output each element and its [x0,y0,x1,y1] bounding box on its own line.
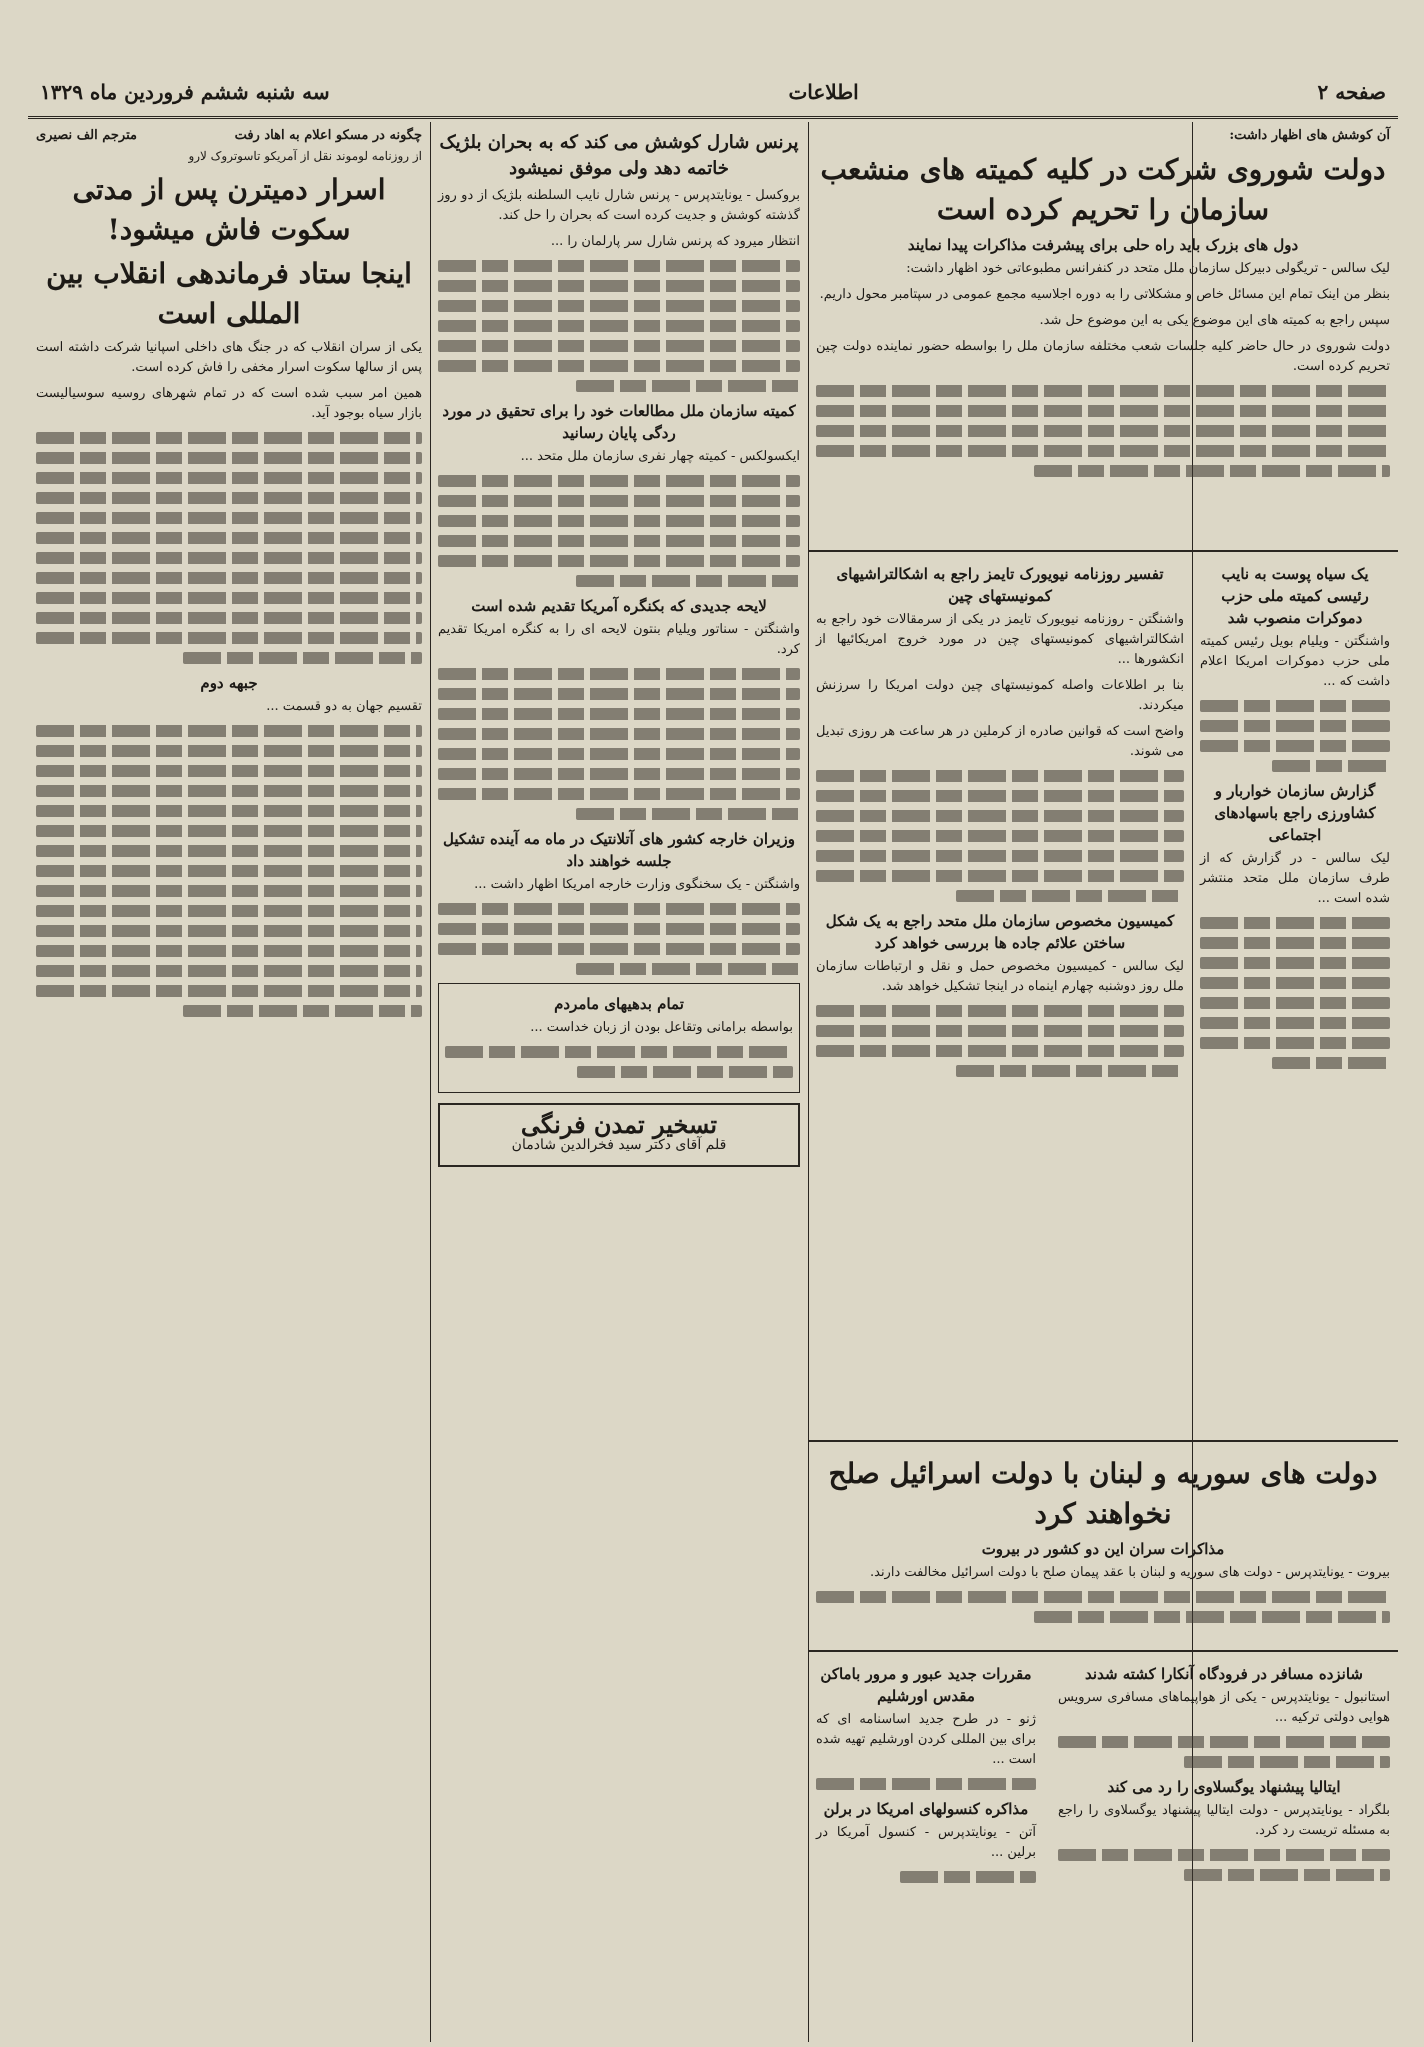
kicker: آن کوشش های اظهار داشت: [1229,128,1390,143]
issue-date: سه شنبه ششم فروردین ماه ۱۳۲۹ [40,80,330,104]
body-un: لیک سالس - تریگولی دبیرکل سازمان ملل متحد در کنفرانس مطبوعاتی خود اظهار داشت: بنظر من اینک تمام این مسائل خاص و مشکلاتی را به دوره اجلاسیه مجمع عمومی در سپتامبر محول داریم. سپس راجع به کمیته های این موضوع یکی به این موضوع حل شد. دولت شوروی در حال حاضر کلیه جلسات شعب مختلفه سازمان ملل را بواسطه حضور نماینده دولت چین تحریم کرده است. [816,261,1390,374]
headline-syria: دولت های سوریه و لبنان با دولت اسرائیل صلح نخواهند کرد [828,1457,1378,1530]
section-rule [808,550,1398,552]
article-briefs-right: یک سیاه پوست به نایب رئیسی کمیته ملی حزب دموکرات منصوب شد واشنگتن - ویلیام بویل رئیس کمیته ملی حزب دموکرات امریکا اعلام داشت که ... گزارش سازمان خواربار و کشاورزی راجع باسهادهای اجتماعی لیک سالس - در گزارش که از طرف سازمان ملل متحد منتشر شده است ... [1192,556,1398,1436]
article-un-soviet [808,122,1398,542]
section-rule [808,1650,1398,1652]
headline-un-committee: کمیته سازمان ملل مطالعات خود را برای تحقیق در مورد ردگی پایان رسانید [442,402,796,442]
subhead-hq: اینجا ستاد فرماندهی انقلاب بین المللی است [46,257,412,330]
article-ankara: شانزده مسافر در فرودگاه آنکارا کشته شدند استانبول - یونایتدپرس - یکی از هواپیماهای مسافری سرویس هوایی دولتی ترکیه ... ایتالیا پیشنهاد یوگسلاوی را رد می کند بلگراد - یونایتدپرس - دولت ایتالیا پیشنهاد یوگسلاوی را راجع به مسئله تریست رد کرد. [1050,1656,1398,2036]
subhead-un: دول های بزرک باید راه حلی برای پیشرفت مذاکرات پیدا نمایند [907,236,1299,254]
headline-atlantic: وزیران خارجه کشور های آتلانتیک در ماه مه آینده تشکیل جلسه خواهند داد [443,830,795,870]
headline-belgium: پرنس شارل کوشش می کند که به بحران بلژیک خاتمه دهد ولی موفق نمیشود [439,132,799,179]
article-china: تفسیر روزنامه نیویورک تایمز راجع به اشکالتراشیهای کمونیستهای چین واشنگتن - روزنامه نیویورک تایمز در یکی از سرمقالات خود راجع به اشکالتراشیهای کمونیستهای چین در مورد خروج امریکائیها از انکشورها ... بنا بر اطلاعات واصله کمونیستهای چین دولت امریکا را سرزنش میکردند. واضح است که قوانین صادره از کرملین در هر ساعت هر روزی تبدیل می شوند. کمیسیون مخصوص سازمان ملل متحد راجع به یک شکل ساختن علائم جاده ها بررسی خواهد کرد لیک سالس - کمیسیون مخصوص حمل و نقل و ارتباطات سازمان ملل روز دوشنبه چهارم اینماه در اینجا تشکیل خواهد شد. [808,556,1192,1436]
notice-box: تمام بدهیهای مامردم بواسطه برامانی وتقاعل بودن از زبان خداست ... [438,983,800,1093]
headline-jerusalem: مقررات جدید عبور و مرور باماکن مقدس اورشلیم [820,1665,1032,1705]
subhead-syria: مذاکرات سران این دو کشور در بیروت [981,1540,1225,1558]
headline-china: تفسیر روزنامه نیویورک تایمز راجع به اشکالتراشیهای کمونیستهای چین [836,565,1164,605]
paper-name: اطلاعات [788,80,859,104]
section-second-front: جبهه دوم [200,674,258,692]
headline-democrat: یک سیاه پوست به نایب رئیسی کمیته ملی حزب دموکرات منصوب شد [1221,565,1369,627]
article-belgium: پرنس شارل کوشش می کند که به بحران بلژیک خاتمه دهد ولی موفق نمیشود بروکسل - یونایتدپرس - پرنس شارل نایب السلطنه بلژیک از دو روز گذشته کوشش و جدیت کرده است که بحران را حل کند. انتظار میرود که پرنس شارل سر پارلمان را ... کمیته سازمان ملل مطالعات خود را برای تحقیق در مورد ردگی پایان رسانید ایکسولکس - کمیته چهار نفری سازمان ملل متحد ... لایحه جدیدی که بکنگره آمریکا تقدیم شده است واشنگتن - سناتور ویلیام بنتون لایحه ای را به کنگره امریکا تقدیم کرد. وزیران خارجه کشور های آتلانتیک در ماه مه آینده تشکیل جلسه خواهند داد واشنگتن - یک سخنگوی وزارت خارجه امریکا اظهار داشت ... تمام بدهیهای مامردم بواسطه برامانی وتقاعل بودن از زبان خداست ... تسخیر تمدن فرنگی قلم آقای دکتر سید فخرالدین شادمان [430,122,808,2042]
page-number: صفحه ۲ [1317,80,1386,104]
headline-road-signs: کمیسیون مخصوص سازمان ملل متحد راجع به یک شکل ساختن علائم جاده ها بررسی خواهد کرد [825,912,1175,952]
headline-italy: ایتالیا پیشنهاد یوگسلاوی را رد می کند [1107,1778,1341,1796]
headline-us-bill: لایحه جدیدی که بکنگره آمریکا تقدیم شده است [471,597,767,615]
headline-secrets: اسرار دمیترن پس از مدتی سکوت فاش میشود! [72,173,386,246]
byline: چگونه در مسکو اعلام به اهاد رفت مترجم الف نصیری [36,128,422,143]
masthead [28,68,1398,119]
headline-un: دولت شوروی شرکت در کلیه کمیته های منشعب سازمان را تحریم کرده است [820,153,1386,226]
section-rule [808,1440,1398,1442]
book-advert: تسخیر تمدن فرنگی قلم آقای دکتر سید فخرالدین شادمان [438,1103,800,1167]
headline-fao: گزارش سازمان خواربار و کشاورزی راجع باسهادهای اجتماعی [1214,782,1376,844]
article-syria-lebanon: دولت های سوریه و لبنان با دولت اسرائیل صلح نخواهند کرد مذاکرات سران این دو کشور در بیروت بیروت - یونایتدپرس - دولت های سوریه و لبنان با عقد پیمان صلح با دولت اسرائیل مخالفت دارند. [808,1446,1398,1646]
article-jerusalem: مقررات جدید عبور و مرور باماکن مقدس اورشلیم ژنو - در طرح جدید اساسنامه ای که برای بین المللی کردن اورشلیم تهیه شده است ... مذاکره کنسولهای امریکا در برلن آتن - یونایتدپرس - کنسول آمریکا در برلین ... [808,1656,1044,2036]
headline-ankara: شانزده مسافر در فرودگاه آنکارا کشته شدند [1085,1665,1363,1683]
headline-berlin: مذاکره کنسولهای امریکا در برلن [823,1800,1029,1818]
source-line: از روزنامه لوموند نقل از آمریکو تاسوتروک لارو [188,149,422,163]
article-cominform: چگونه در مسکو اعلام به اهاد رفت مترجم الف نصیری از روزنامه لوموند نقل از آمریکو تاسوتروک لارو اسرار دمیترن پس از مدتی سکوت فاش میشود! اینجا ستاد فرماندهی انقلاب بین المللی است یکی از سران انقلاب که در جنگ های داخلی اسپانیا شرکت داشته است پس از سالها سکوت اسرار مخفی را فاش کرده است. همین امر سبب شده است که در تمام شهرهای روسیه سوسیالیست بازار سیاه بوجود آید. جبهه دوم تقسیم جهان به دو قسمت ... [28,122,430,2042]
